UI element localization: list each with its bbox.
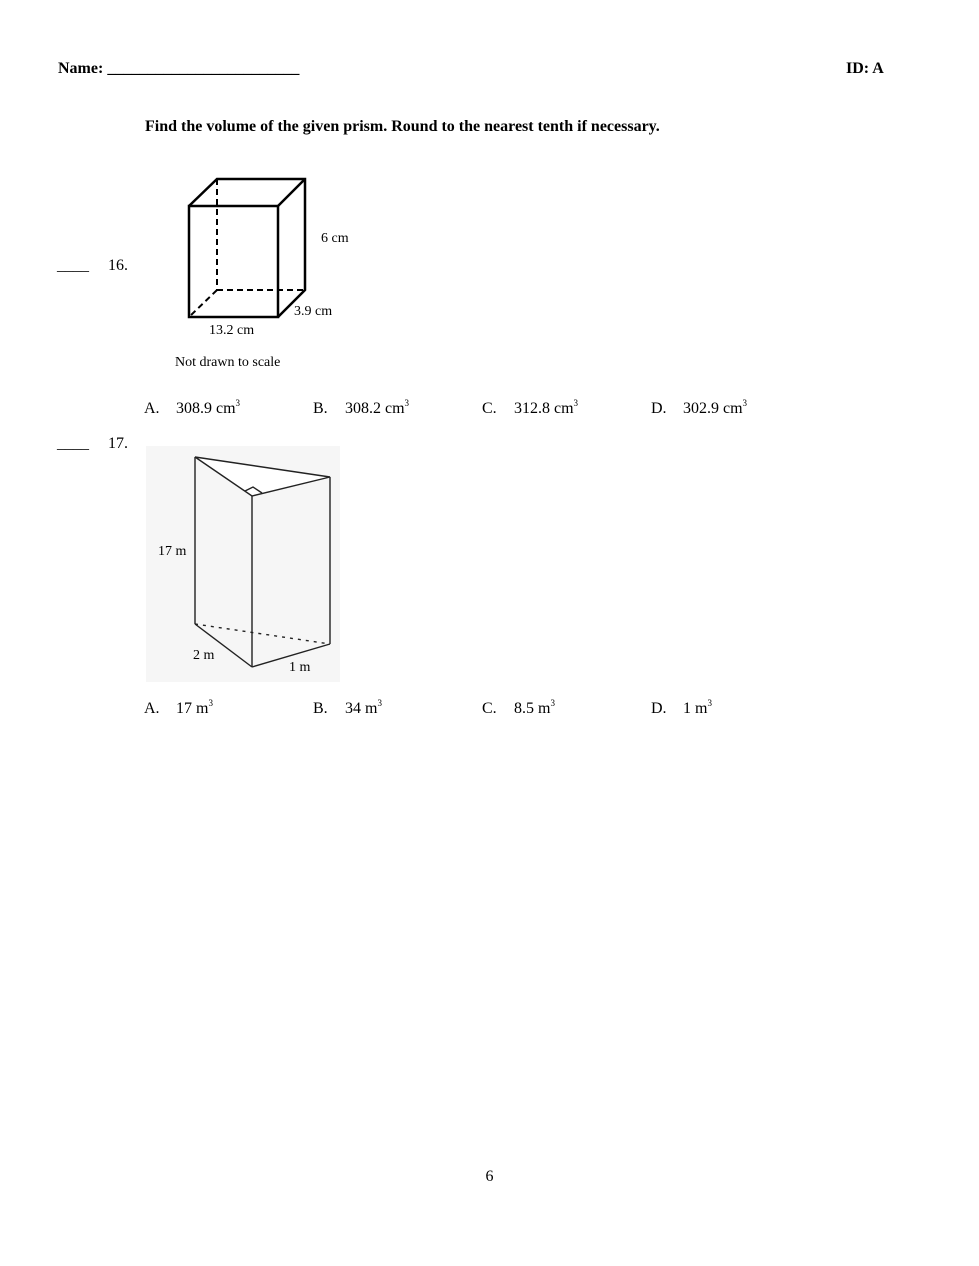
choice-value: 1 m bbox=[683, 700, 708, 717]
choice-value: 17 m bbox=[176, 700, 209, 717]
width-label-16: 13.2 cm bbox=[209, 323, 255, 338]
choice-17-d[interactable] bbox=[651, 698, 712, 718]
choice-value: 312.8 cm bbox=[514, 400, 574, 417]
answer-blank-17[interactable]: ____ bbox=[57, 435, 89, 452]
name-field-label: Name: ________________________ bbox=[58, 60, 300, 77]
choice-letter: C. bbox=[482, 400, 497, 417]
instructions-text: Find the volume of the given prism. Round to the nearest tenth if necessary. bbox=[145, 118, 660, 135]
answer-blank-16[interactable]: ____ bbox=[57, 257, 89, 274]
scale-note-16: Not drawn to scale bbox=[175, 355, 281, 370]
choice-value: 302.9 cm bbox=[683, 400, 743, 417]
choice-exponent: 3 bbox=[377, 698, 382, 708]
choice-17-b[interactable] bbox=[313, 698, 382, 718]
choice-letter: A. bbox=[144, 700, 160, 717]
depth-label-16: 3.9 cm bbox=[294, 304, 333, 319]
height-label-17: 17 m bbox=[158, 544, 187, 559]
choice-value: 308.2 cm bbox=[345, 400, 405, 417]
choice-value: 34 m bbox=[345, 700, 378, 717]
choice-letter: A. bbox=[144, 400, 160, 417]
choice-17-c[interactable] bbox=[482, 698, 555, 718]
choice-letter: B. bbox=[313, 700, 328, 717]
choice-letter: B. bbox=[313, 400, 328, 417]
choice-exponent: 3 bbox=[573, 398, 579, 408]
choice-exponent: 3 bbox=[404, 398, 410, 408]
question-number-17: 17. bbox=[108, 435, 128, 452]
choice-letter: D. bbox=[651, 700, 667, 717]
choice-letter: C. bbox=[482, 700, 497, 717]
choice-exponent: 3 bbox=[208, 698, 213, 708]
page-number: 6 bbox=[485, 1168, 494, 1185]
leg-a-label-17: 2 m bbox=[193, 648, 215, 663]
choice-letter: D. bbox=[651, 400, 667, 417]
choice-exponent: 3 bbox=[707, 698, 712, 708]
choice-value: 308.9 cm bbox=[176, 400, 236, 417]
choice-value: 8.5 m bbox=[514, 700, 551, 717]
question-number-16: 16. bbox=[108, 257, 128, 274]
choice-exponent: 3 bbox=[742, 398, 748, 408]
choice-exponent: 3 bbox=[550, 698, 555, 708]
leg-b-label-17: 1 m bbox=[289, 660, 311, 675]
test-id-label: ID: A bbox=[846, 60, 884, 77]
height-label-16: 6 cm bbox=[321, 231, 349, 246]
choice-17-a[interactable] bbox=[144, 698, 213, 718]
choice-exponent: 3 bbox=[235, 398, 241, 408]
